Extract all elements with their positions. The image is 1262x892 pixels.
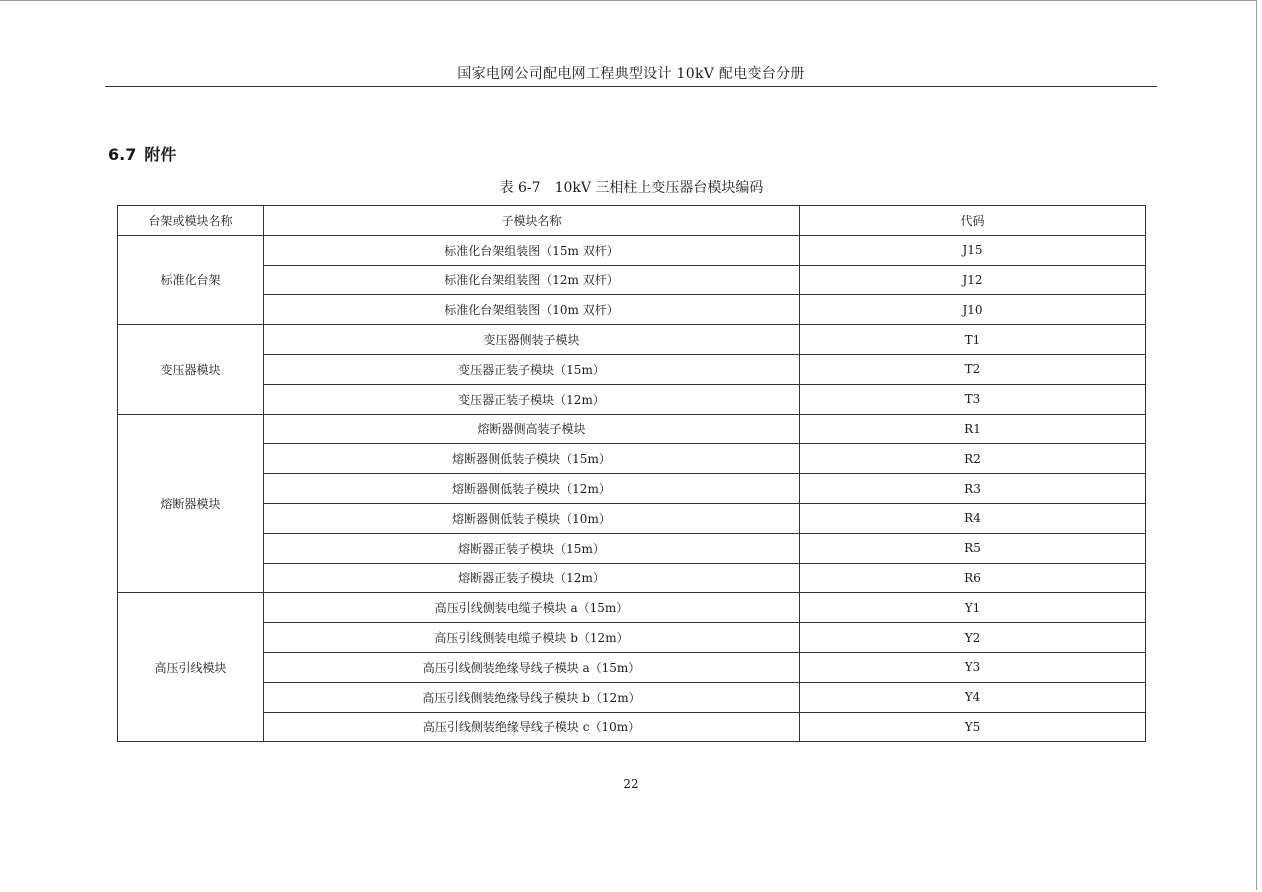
table-caption-title: 10kV 三相柱上变压器台模块编码 [554, 180, 764, 196]
table-row [118, 325, 1146, 355]
module-code: T2 [800, 354, 1146, 384]
table-caption-number: 表 6-7 [499, 180, 541, 196]
module-code: Y2 [800, 623, 1146, 653]
section-number: 6.7 [108, 145, 137, 164]
module-code: R4 [800, 503, 1146, 533]
submodule-name: 高压引线侧装电缆子模块 a（15m） [264, 593, 800, 623]
table-row [118, 235, 1146, 265]
module-code: J12 [800, 265, 1146, 295]
submodule-name: 标准化台架组装图（12m 双杆） [264, 265, 800, 295]
table-row [118, 444, 1146, 474]
module-code: T1 [800, 325, 1146, 355]
table-body [118, 235, 1146, 742]
section-heading [108, 142, 176, 165]
module-group-name: 标准化台架 [118, 235, 264, 324]
module-code: R6 [800, 563, 1146, 593]
submodule-name: 熔断器正装子模块（15m） [264, 533, 800, 563]
table-row [118, 354, 1146, 384]
submodule-name: 熔断器侧低装子模块（10m） [264, 503, 800, 533]
table-row [118, 563, 1146, 593]
table-header-row [118, 206, 1146, 236]
module-code: T3 [800, 384, 1146, 414]
submodule-name: 熔断器正装子模块（12m） [264, 563, 800, 593]
column-header-module: 台架或模块名称 [118, 206, 264, 236]
submodule-name: 变压器侧装子模块 [264, 325, 800, 355]
module-code: Y3 [800, 652, 1146, 682]
submodule-name: 高压引线侧装绝缘导线子模块 b（12m） [264, 682, 800, 712]
table-row [118, 682, 1146, 712]
submodule-name: 高压引线侧装电缆子模块 b（12m） [264, 623, 800, 653]
module-code: R1 [800, 414, 1146, 444]
module-group-name: 熔断器模块 [118, 414, 264, 593]
module-code: Y5 [800, 712, 1146, 742]
table-row [118, 593, 1146, 623]
module-code: R2 [800, 444, 1146, 474]
module-code: Y4 [800, 682, 1146, 712]
submodule-name: 高压引线侧装绝缘导线子模块 a（15m） [264, 652, 800, 682]
submodule-name: 变压器正装子模块（12m） [264, 384, 800, 414]
submodule-name: 熔断器侧低装子模块（15m） [264, 444, 800, 474]
module-group-name: 高压引线模块 [118, 593, 264, 742]
submodule-name: 标准化台架组装图（15m 双杆） [264, 235, 800, 265]
table-row [118, 652, 1146, 682]
page-number: 22 [623, 777, 639, 791]
header-title: 国家电网公司配电网工程典型设计 10kV 配电变台分册 [457, 66, 805, 82]
submodule-name: 标准化台架组装图（10m 双杆） [264, 295, 800, 325]
module-code-table [117, 205, 1146, 742]
table-row [118, 533, 1146, 563]
submodule-name: 熔断器侧高装子模块 [264, 414, 800, 444]
table-row [118, 474, 1146, 504]
column-header-code: 代码 [800, 206, 1146, 236]
running-header [105, 62, 1157, 87]
module-code: R5 [800, 533, 1146, 563]
module-code: R3 [800, 474, 1146, 504]
module-group-name: 变压器模块 [118, 325, 264, 414]
table-caption [118, 177, 1145, 197]
table-row [118, 384, 1146, 414]
submodule-name: 变压器正装子模块（15m） [264, 354, 800, 384]
table-row [118, 503, 1146, 533]
table-row [118, 265, 1146, 295]
submodule-name: 熔断器侧低装子模块（12m） [264, 474, 800, 504]
table-row [118, 712, 1146, 742]
module-code: Y1 [800, 593, 1146, 623]
table-row [118, 414, 1146, 444]
submodule-name: 高压引线侧装绝缘导线子模块 c（10m） [264, 712, 800, 742]
table-row [118, 623, 1146, 653]
section-title: 附件 [144, 145, 177, 164]
table-row [118, 295, 1146, 325]
column-header-submodule: 子模块名称 [264, 206, 800, 236]
module-code: J15 [800, 235, 1146, 265]
module-code: J10 [800, 295, 1146, 325]
